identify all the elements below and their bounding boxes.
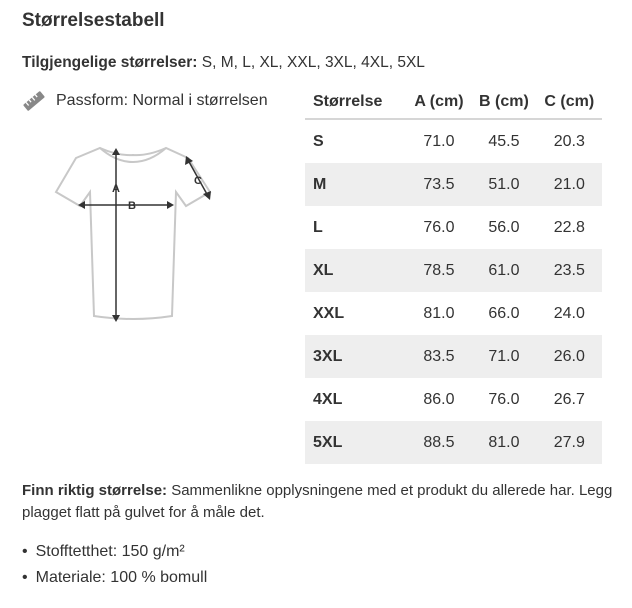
- cell-size: 3XL: [305, 335, 407, 378]
- tshirt-outline: [56, 148, 210, 319]
- table-row: [305, 206, 602, 249]
- header-c: C (cm): [537, 86, 602, 119]
- available-sizes-label: Tilgjengelige størrelser:: [22, 54, 198, 71]
- cell-b: 51.0: [471, 163, 536, 206]
- cell-b: 45.5: [488, 132, 520, 150]
- table-row: [305, 335, 602, 378]
- cell-c: 20.3: [553, 132, 585, 150]
- table-row: [305, 249, 602, 292]
- label-a: A: [112, 183, 120, 195]
- product-specs: [22, 539, 207, 591]
- list-item: • Materiale: 100 % bomull: [22, 565, 207, 591]
- table-row: [305, 163, 602, 206]
- header-b: B (cm): [471, 86, 536, 119]
- cell-a: 83.5: [407, 335, 472, 378]
- table-header-row: [305, 86, 602, 119]
- cell-b: 71.0: [471, 335, 536, 378]
- cell-size: 5XL: [305, 421, 407, 464]
- cell-c: 21.0: [537, 163, 602, 206]
- cell-c: 22.8: [553, 218, 585, 236]
- cell-c: 26.0: [537, 335, 602, 378]
- cell-size: M: [305, 163, 407, 206]
- cell-c: 27.9: [537, 421, 602, 464]
- cell-a: 71.0: [423, 132, 455, 150]
- list-item: • Stofftetthet: 150 g/m²: [22, 539, 207, 565]
- cell-a: 88.5: [407, 421, 472, 464]
- cell-a: 81.0: [423, 304, 455, 322]
- header-size: Størrelse: [305, 86, 407, 119]
- table-row: [305, 119, 602, 163]
- cell-size: XL: [305, 249, 407, 292]
- cell-a: 76.0: [423, 218, 455, 236]
- size-table: [305, 86, 602, 464]
- available-sizes: [22, 54, 425, 72]
- cell-b: 76.0: [488, 390, 520, 408]
- cell-size: XXL: [313, 304, 345, 322]
- fit-text: Passform: Normal i størrelsen: [56, 92, 268, 109]
- table-row: [305, 292, 602, 335]
- table-row: [305, 421, 602, 464]
- cell-size: S: [313, 132, 324, 150]
- cell-a: 86.0: [423, 390, 455, 408]
- cell-c: 26.7: [553, 390, 585, 408]
- cell-b: 61.0: [471, 249, 536, 292]
- tshirt-diagram: [48, 140, 218, 330]
- cell-size: L: [313, 218, 323, 236]
- cell-b: 81.0: [471, 421, 536, 464]
- cell-size: 4XL: [313, 390, 343, 408]
- header-a: A (cm): [407, 86, 472, 119]
- fit-info: [22, 90, 268, 112]
- page-title: Størrelsestabell: [22, 10, 165, 31]
- cell-a: 73.5: [407, 163, 472, 206]
- label-b: B: [128, 200, 136, 212]
- cell-a: 78.5: [407, 249, 472, 292]
- note-text: Sammenlikne opplysningene med et produkt du allerede har. Legg plagget flatt på gulvet for å måle det.: [22, 482, 613, 521]
- cell-b: 66.0: [488, 304, 520, 322]
- cell-c: 24.0: [553, 304, 585, 322]
- size-note: [22, 480, 622, 524]
- note-label: Finn riktig størrelse:: [22, 482, 168, 499]
- available-sizes-value: S, M, L, XL, XXL, 3XL, 4XL, 5XL: [201, 54, 425, 71]
- ruler-icon: [22, 90, 46, 112]
- label-c: C: [194, 175, 202, 187]
- cell-b: 56.0: [488, 218, 520, 236]
- table-row: [305, 378, 602, 421]
- cell-c: 23.5: [537, 249, 602, 292]
